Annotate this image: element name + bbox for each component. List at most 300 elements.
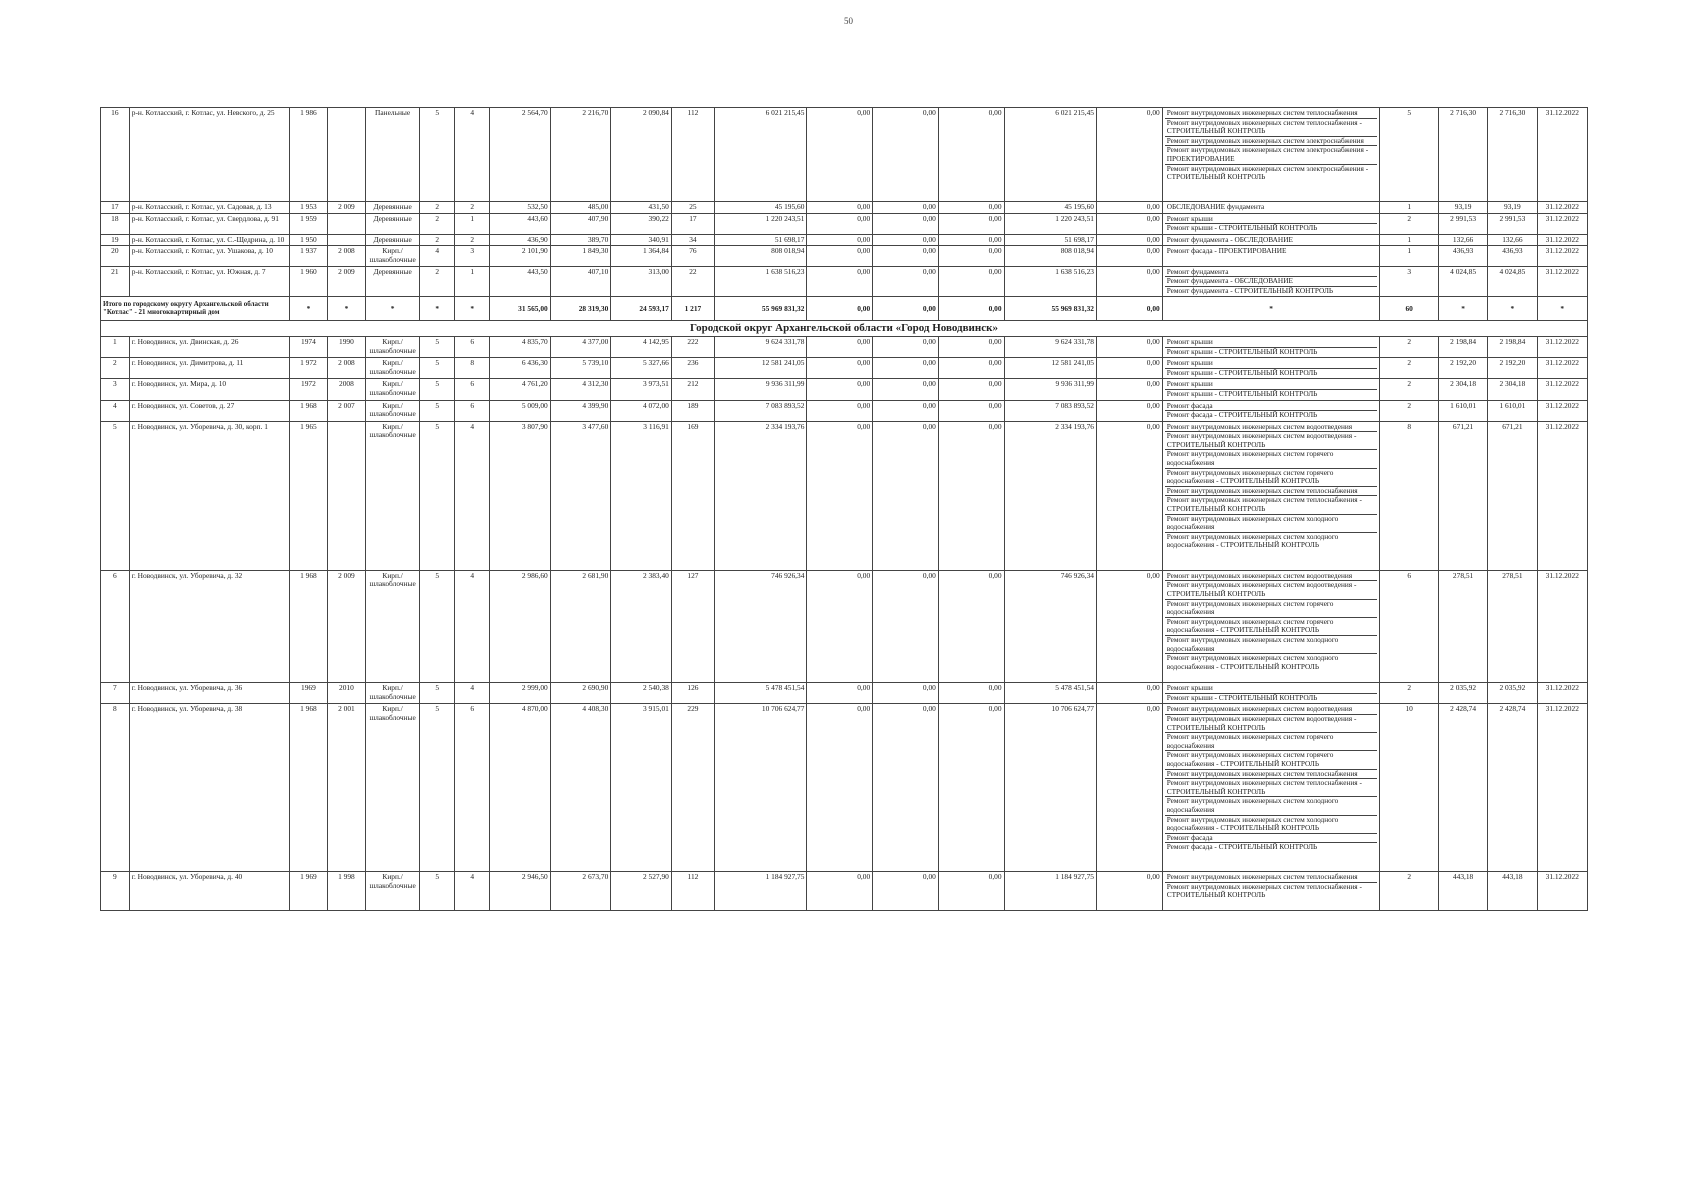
total-limit-placeholder: * [1488, 297, 1537, 321]
works-count: 2 [1380, 336, 1439, 357]
work-item: Ремонт внутридомовых инженерных систем водоотведения [1165, 705, 1378, 715]
residents-count: 22 [671, 266, 714, 297]
wall-material: Кирп./шлакоблочные [365, 421, 419, 570]
total-works-count: 60 [1380, 297, 1439, 321]
row-number: 7 [101, 683, 130, 704]
table-row [101, 213, 1588, 234]
floors-count: 5 [420, 400, 455, 421]
wall-material: Кирп./шлакоблочные [365, 683, 419, 704]
fund-federal: 0,00 [807, 213, 873, 234]
work-item: Ремонт внутридомовых инженерных систем холодного водоснабжения - СТРОИТЕЛЬНЫЙ КОНТРОЛЬ [1166, 532, 1339, 550]
fund-federal: 0,00 [807, 108, 873, 202]
total-cost: 7 083 893,52 [715, 400, 807, 421]
total-cost: 2 334 193,76 [715, 421, 807, 570]
total-cost: 9 624 331,78 [715, 336, 807, 357]
fund-owners: 1 184 927,75 [1004, 872, 1096, 911]
floors-count: 5 [420, 358, 455, 379]
fund-regional: 0,00 [873, 570, 939, 682]
fund-federal: 0,00 [807, 202, 873, 214]
unit-cost-limit: 2 716,30 [1488, 108, 1537, 202]
works-count: 10 [1380, 704, 1439, 872]
fund-other: 0,00 [1097, 213, 1163, 234]
work-item: Ремонт внутридомовых инженерных систем водоотведения - СТРОИТЕЛЬНЫЙ КОНТРОЛЬ [1165, 581, 1378, 599]
unit-cost: 132,66 [1438, 234, 1487, 246]
entrances-count: 1 [455, 266, 490, 297]
total-cost: 1 638 516,23 [715, 266, 807, 297]
residential-area: 4 377,00 [550, 336, 611, 357]
work-item: Ремонт крыши [1165, 338, 1378, 348]
work-item: Ремонт внутридомовых инженерных систем водоотведения - СТРОИТЕЛЬНЫЙ КОНТРОЛЬ [1165, 432, 1378, 450]
build-year: 1 959 [289, 213, 327, 234]
works-count: 2 [1380, 872, 1439, 911]
total-area: 443,60 [490, 213, 551, 234]
wall-material: Кирп./шлакоблочные [365, 246, 419, 266]
total-placeholder: * [327, 297, 365, 321]
address: г. Новодвинск, ул. Уборевича, д. 38 [129, 704, 289, 872]
unit-cost: 278,51 [1438, 570, 1487, 682]
row-number: 17 [101, 202, 130, 214]
living-area: 1 364,84 [611, 246, 672, 266]
fund-local: 0,00 [938, 213, 1004, 234]
unit-cost-limit: 2 198,84 [1488, 336, 1537, 357]
entrances-count: 4 [455, 570, 490, 682]
completion-date: 31.12.2022 [1537, 872, 1587, 911]
works-list [1162, 683, 1380, 704]
fund-local: 0,00 [938, 202, 1004, 214]
works-count: 2 [1380, 683, 1439, 704]
residents-count: 229 [671, 704, 714, 872]
repair-year: 2 008 [327, 246, 365, 266]
work-item: Ремонт внутридомовых инженерных систем электроснабжения [1165, 137, 1378, 147]
entrances-count: 6 [455, 400, 490, 421]
repair-year: 2008 [327, 379, 365, 400]
entrances-count: 8 [455, 358, 490, 379]
address: р-н. Котласский, г. Котлас, ул. Ушакова, д. 10 [129, 246, 289, 266]
unit-cost: 2 035,92 [1438, 683, 1487, 704]
residential-area: 485,00 [550, 202, 611, 214]
residents-count: 236 [671, 358, 714, 379]
fund-owners: 10 706 624,77 [1004, 704, 1096, 872]
entrances-count: 4 [455, 108, 490, 202]
fund-local: 0,00 [938, 358, 1004, 379]
residential-area: 3 477,60 [550, 421, 611, 570]
entrances-count: 4 [455, 683, 490, 704]
build-year: 1 960 [289, 266, 327, 297]
total-area: 5 009,00 [490, 400, 551, 421]
row-number: 21 [101, 266, 130, 297]
region-title: Городской округ Архангельской области «Город Новодвинск» [101, 321, 1588, 337]
total-cost: 55 969 831,32 [715, 297, 807, 321]
works-list [1162, 202, 1380, 214]
residents-count: 34 [671, 234, 714, 246]
work-item: Ремонт внутридомовых инженерных систем горячего водоснабжения - СТРОИТЕЛЬНЫЙ КОНТРОЛЬ [1165, 618, 1378, 636]
fund-local: 0,00 [938, 108, 1004, 202]
entrances-count: 1 [455, 213, 490, 234]
fund-regional: 0,00 [873, 108, 939, 202]
living-area: 2 090,84 [611, 108, 672, 202]
unit-cost: 436,93 [1438, 246, 1487, 266]
fund-local: 0,00 [938, 872, 1004, 911]
unit-cost: 671,21 [1438, 421, 1487, 570]
work-item: Ремонт внутридомовых инженерных систем горячего водоснабжения [1165, 733, 1378, 751]
total-row [101, 297, 1588, 321]
repair-year: 2 009 [327, 266, 365, 297]
total-cost: 9 936 311,99 [715, 379, 807, 400]
completion-date: 31.12.2022 [1537, 683, 1587, 704]
row-number: 16 [101, 108, 130, 202]
row-number: 2 [101, 358, 130, 379]
address: р-н. Котласский, г. Котлас, ул. Садовая, д. 13 [129, 202, 289, 214]
fund-regional: 0,00 [873, 872, 939, 911]
unit-cost-limit: 278,51 [1488, 570, 1537, 682]
residential-area: 4 312,30 [550, 379, 611, 400]
floors-count: 5 [420, 108, 455, 202]
fund-other: 0,00 [1097, 570, 1163, 682]
table-row [101, 872, 1588, 911]
work-item: Ремонт фасада [1165, 834, 1378, 844]
living-area: 2 540,38 [611, 683, 672, 704]
unit-cost: 93,19 [1438, 202, 1487, 214]
build-year: 1 937 [289, 246, 327, 266]
fund-federal: 0,00 [807, 246, 873, 266]
work-item: Ремонт внутридомовых инженерных систем теплоснабжения - СТРОИТЕЛЬНЫЙ КОНТРОЛЬ [1166, 882, 1362, 900]
table-row [101, 266, 1588, 297]
works-list [1162, 704, 1380, 872]
fund-other: 0,00 [1097, 246, 1163, 266]
completion-date: 31.12.2022 [1537, 266, 1587, 297]
total-area: 4 835,70 [490, 336, 551, 357]
row-number: 19 [101, 234, 130, 246]
table-row [101, 570, 1588, 682]
fund-owners: 808 018,94 [1004, 246, 1096, 266]
unit-cost: 2 716,30 [1438, 108, 1487, 202]
works-list [1162, 213, 1380, 234]
completion-date: 31.12.2022 [1537, 213, 1587, 234]
residents-count: 112 [671, 108, 714, 202]
total-area: 532,50 [490, 202, 551, 214]
total-cost: 1 220 243,51 [715, 213, 807, 234]
address: р-н. Котласский, г. Котлас, ул. Невского, д. 25 [129, 108, 289, 202]
floors-count: 5 [420, 570, 455, 682]
fund-owners: 12 581 241,05 [1004, 358, 1096, 379]
build-year: 1 972 [289, 358, 327, 379]
table-row [101, 234, 1588, 246]
fund-local: 0,00 [938, 683, 1004, 704]
total-area: 4 761,20 [490, 379, 551, 400]
repair-register-table [100, 107, 1588, 911]
address: г. Новодвинск, ул. Димитрова, д. 11 [129, 358, 289, 379]
works-list [1162, 336, 1380, 357]
row-number: 9 [101, 872, 130, 911]
fund-local: 0,00 [938, 246, 1004, 266]
fund-owners: 51 698,17 [1004, 234, 1096, 246]
fund-owners: 5 478 451,54 [1004, 683, 1096, 704]
work-item: Ремонт внутридомовых инженерных систем горячего водоснабжения - СТРОИТЕЛЬНЫЙ КОНТРОЛЬ [1165, 469, 1378, 487]
residential-area: 2 681,90 [550, 570, 611, 682]
wall-material: Кирп./шлакоблочные [365, 400, 419, 421]
works-list [1162, 421, 1380, 570]
work-item: Ремонт крыши [1165, 380, 1378, 390]
total-area: 2 101,90 [490, 246, 551, 266]
works-list [1162, 872, 1380, 911]
wall-material: Кирп./шлакоблочные [365, 336, 419, 357]
total-area: 6 436,30 [490, 358, 551, 379]
unit-cost: 2 198,84 [1438, 336, 1487, 357]
work-item: Ремонт внутридомовых инженерных систем холодного водоснабжения [1165, 797, 1378, 815]
repair-year: 1990 [327, 336, 365, 357]
work-item: Ремонт крыши [1165, 215, 1378, 225]
repair-year: 2010 [327, 683, 365, 704]
fund-owners: 6 021 215,45 [1004, 108, 1096, 202]
wall-material: Деревянные [365, 266, 419, 297]
repair-year: 2 009 [327, 570, 365, 682]
fund-federal: 0,00 [807, 266, 873, 297]
total-area: 2 946,50 [490, 872, 551, 911]
residential-area: 4 399,90 [550, 400, 611, 421]
residential-area: 2 690,90 [550, 683, 611, 704]
fund-owners: 2 334 193,76 [1004, 421, 1096, 570]
works-list [1162, 246, 1380, 266]
unit-cost-limit: 4 024,85 [1488, 266, 1537, 297]
repair-year: 2 008 [327, 358, 365, 379]
table-row [101, 379, 1588, 400]
unit-cost: 2 304,18 [1438, 379, 1487, 400]
residents-count: 189 [671, 400, 714, 421]
living-area: 340,91 [611, 234, 672, 246]
floors-count: 5 [420, 421, 455, 570]
wall-material: Деревянные [365, 202, 419, 214]
unit-cost-limit: 2 035,92 [1488, 683, 1537, 704]
wall-material: Деревянные [365, 213, 419, 234]
work-item: Ремонт внутридомовых инженерных систем холодного водоснабжения - СТРОИТЕЛЬНЫЙ КОНТРОЛЬ [1165, 816, 1378, 834]
completion-date: 31.12.2022 [1537, 379, 1587, 400]
fund-federal: 0,00 [807, 570, 873, 682]
living-area: 4 072,00 [611, 400, 672, 421]
address: р-н. Котласский, г. Котлас, ул. С.-Щедрина, д. 10 [129, 234, 289, 246]
fund-regional: 0,00 [873, 704, 939, 872]
living-area: 431,50 [611, 202, 672, 214]
fund-local: 0,00 [938, 421, 1004, 570]
work-item: Ремонт внутридомовых инженерных систем теплоснабжения - СТРОИТЕЛЬНЫЙ КОНТРОЛЬ [1165, 119, 1378, 137]
fund-regional: 0,00 [873, 234, 939, 246]
work-item: Ремонт крыши [1165, 359, 1378, 369]
entrances-count: 6 [455, 704, 490, 872]
living-area: 3 116,91 [611, 421, 672, 570]
table-row [101, 683, 1588, 704]
fund-other: 0,00 [1097, 704, 1163, 872]
residential-area: 407,90 [550, 213, 611, 234]
work-item: Ремонт внутридомовых инженерных систем теплоснабжения [1165, 873, 1378, 883]
completion-date: 31.12.2022 [1537, 570, 1587, 682]
work-item: Ремонт крыши [1165, 684, 1378, 694]
residents-count: 222 [671, 336, 714, 357]
residents-count: 212 [671, 379, 714, 400]
work-item: Ремонт внутридомовых инженерных систем холодного водоснабжения - СТРОИТЕЛЬНЫЙ КОНТРОЛЬ [1166, 654, 1339, 671]
floors-count: 4 [420, 246, 455, 266]
wall-material: Кирп./шлакоблочные [365, 570, 419, 682]
total-residents: 1 217 [671, 297, 714, 321]
works-list [1162, 379, 1380, 400]
build-year: 1 965 [289, 421, 327, 570]
address: г. Новодвинск, ул. Уборевича, д. 30, корп. 1 [129, 421, 289, 570]
row-number: 1 [101, 336, 130, 357]
completion-date: 31.12.2022 [1537, 234, 1587, 246]
fund-federal: 0,00 [807, 234, 873, 246]
total-cost: 12 581 241,05 [715, 358, 807, 379]
fund-regional: 0,00 [873, 421, 939, 570]
work-item: Ремонт внутридомовых инженерных систем электроснабжения - СТРОИТЕЛЬНЫЙ КОНТРОЛЬ [1166, 164, 1369, 182]
residents-count: 112 [671, 872, 714, 911]
total-area: 436,90 [490, 234, 551, 246]
fund-regional: 0,00 [873, 246, 939, 266]
work-item: Ремонт внутридомовых инженерных систем теплоснабжения [1165, 109, 1378, 119]
work-item: Ремонт фасада - СТРОИТЕЛЬНЫЙ КОНТРОЛЬ [1166, 411, 1318, 420]
completion-date: 31.12.2022 [1537, 421, 1587, 570]
address: г. Новодвинск, ул. Советов, д. 27 [129, 400, 289, 421]
fund-local: 0,00 [938, 379, 1004, 400]
fund-local: 0,00 [938, 400, 1004, 421]
total-area: 3 807,90 [490, 421, 551, 570]
build-year: 1 968 [289, 570, 327, 682]
table-row [101, 400, 1588, 421]
total-works-placeholder: * [1162, 297, 1380, 321]
wall-material: Панельные [365, 108, 419, 202]
wall-material: Кирп./шлакоблочные [365, 379, 419, 400]
works-list [1162, 266, 1380, 297]
fund-regional: 0,00 [873, 213, 939, 234]
unit-cost-limit: 93,19 [1488, 202, 1537, 214]
residential-area: 407,10 [550, 266, 611, 297]
fund-other: 0,00 [1097, 266, 1163, 297]
unit-cost-limit: 2 304,18 [1488, 379, 1537, 400]
entrances-count: 4 [455, 421, 490, 570]
build-year: 1972 [289, 379, 327, 400]
repair-year [327, 108, 365, 202]
works-count: 3 [1380, 266, 1439, 297]
work-item: Ремонт внутридомовых инженерных систем теплоснабжения [1165, 770, 1378, 780]
total-area: 443,50 [490, 266, 551, 297]
fund-federal: 0,00 [807, 421, 873, 570]
works-count: 1 [1380, 234, 1439, 246]
work-item: Ремонт фасада - ПРОЕКТИРОВАНИЕ [1166, 247, 1287, 256]
fund-local: 0,00 [938, 336, 1004, 357]
unit-cost-limit: 2 991,53 [1488, 213, 1537, 234]
table-row [101, 246, 1588, 266]
total-residential-area: 28 319,30 [550, 297, 611, 321]
unit-cost-limit: 2 192,20 [1488, 358, 1537, 379]
table-row [101, 421, 1588, 570]
fund-regional: 0,00 [873, 202, 939, 214]
work-item: Ремонт внутридомовых инженерных систем электроснабжения - ПРОЕКТИРОВАНИЕ [1165, 146, 1378, 164]
completion-date: 31.12.2022 [1537, 202, 1587, 214]
living-area: 5 327,66 [611, 358, 672, 379]
wall-material: Кирп./шлакоблочные [365, 872, 419, 911]
build-year: 1 950 [289, 234, 327, 246]
page-number: 50 [844, 16, 853, 26]
wall-material: Кирп./шлакоблочные [365, 704, 419, 872]
living-area: 2 527,90 [611, 872, 672, 911]
fund-owners: 9 936 311,99 [1004, 379, 1096, 400]
fund-other: 0,00 [1097, 421, 1163, 570]
fund-other: 0,00 [1097, 358, 1163, 379]
completion-date: 31.12.2022 [1537, 400, 1587, 421]
total-area: 31 565,00 [490, 297, 551, 321]
table-row [101, 336, 1588, 357]
work-item: Ремонт крыши - СТРОИТЕЛЬНЫЙ КОНТРОЛЬ [1166, 693, 1318, 702]
address: г. Новодвинск, ул. Уборевича, д. 40 [129, 872, 289, 911]
fund-local: 0,00 [938, 704, 1004, 872]
table-row [101, 108, 1588, 202]
works-count: 2 [1380, 379, 1439, 400]
residential-area: 5 739,10 [550, 358, 611, 379]
fund-local: 0,00 [938, 234, 1004, 246]
fund-other: 0,00 [1097, 379, 1163, 400]
fund-other: 0,00 [1097, 108, 1163, 202]
fund-federal: 0,00 [807, 336, 873, 357]
wall-material: Деревянные [365, 234, 419, 246]
floors-count: 5 [420, 379, 455, 400]
fund-regional: 0,00 [873, 336, 939, 357]
build-year: 1974 [289, 336, 327, 357]
total-placeholder: * [455, 297, 490, 321]
fund-regional: 0,00 [873, 266, 939, 297]
fund-owners: 9 624 331,78 [1004, 336, 1096, 357]
work-item: Ремонт внутридомовых инженерных систем теплоснабжения - СТРОИТЕЛЬНЫЙ КОНТРОЛЬ [1165, 496, 1378, 514]
work-item: Ремонт внутридомовых инженерных систем горячего водоснабжения [1165, 450, 1378, 468]
fund-other: 0,00 [1097, 234, 1163, 246]
address: р-н. Котласский, г. Котлас, ул. Южная, д. 7 [129, 266, 289, 297]
work-item: Ремонт внутридомовых инженерных систем горячего водоснабжения - СТРОИТЕЛЬНЫЙ КОНТРОЛЬ [1165, 751, 1378, 769]
fund-other: 0,00 [1097, 400, 1163, 421]
entrances-count: 2 [455, 234, 490, 246]
entrances-count: 6 [455, 379, 490, 400]
unit-cost: 2 428,74 [1438, 704, 1487, 872]
fund-federal: 0,00 [807, 704, 873, 872]
total-unit-placeholder: * [1438, 297, 1487, 321]
unit-cost-limit: 443,18 [1488, 872, 1537, 911]
unit-cost: 1 610,01 [1438, 400, 1487, 421]
work-item: Ремонт крыши - СТРОИТЕЛЬНЫЙ КОНТРОЛЬ [1166, 224, 1318, 233]
completion-date: 31.12.2022 [1537, 336, 1587, 357]
residential-area: 1 849,30 [550, 246, 611, 266]
works-list [1162, 108, 1380, 202]
works-count: 1 [1380, 202, 1439, 214]
living-area: 4 142,95 [611, 336, 672, 357]
living-area: 313,00 [611, 266, 672, 297]
work-item: Ремонт крыши - СТРОИТЕЛЬНЫЙ КОНТРОЛЬ [1166, 368, 1318, 377]
table-row [101, 202, 1588, 214]
total-placeholder: * [420, 297, 455, 321]
completion-date: 31.12.2022 [1537, 246, 1587, 266]
fund-owners: 746 926,34 [1004, 570, 1096, 682]
works-count: 5 [1380, 108, 1439, 202]
address: г. Новодвинск, ул. Двинская, д. 26 [129, 336, 289, 357]
total-fund-federal: 0,00 [807, 297, 873, 321]
living-area: 2 383,40 [611, 570, 672, 682]
fund-regional: 0,00 [873, 358, 939, 379]
address: г. Новодвинск, ул. Уборевича, д. 36 [129, 683, 289, 704]
repair-year: 1 998 [327, 872, 365, 911]
unit-cost-limit: 671,21 [1488, 421, 1537, 570]
floors-count: 2 [420, 266, 455, 297]
repair-year [327, 234, 365, 246]
work-item: ОБСЛЕДОВАНИЕ фундамента [1166, 203, 1265, 211]
fund-other: 0,00 [1097, 202, 1163, 214]
residents-count: 127 [671, 570, 714, 682]
total-cost: 5 478 451,54 [715, 683, 807, 704]
works-list [1162, 234, 1380, 246]
total-placeholder: * [365, 297, 419, 321]
